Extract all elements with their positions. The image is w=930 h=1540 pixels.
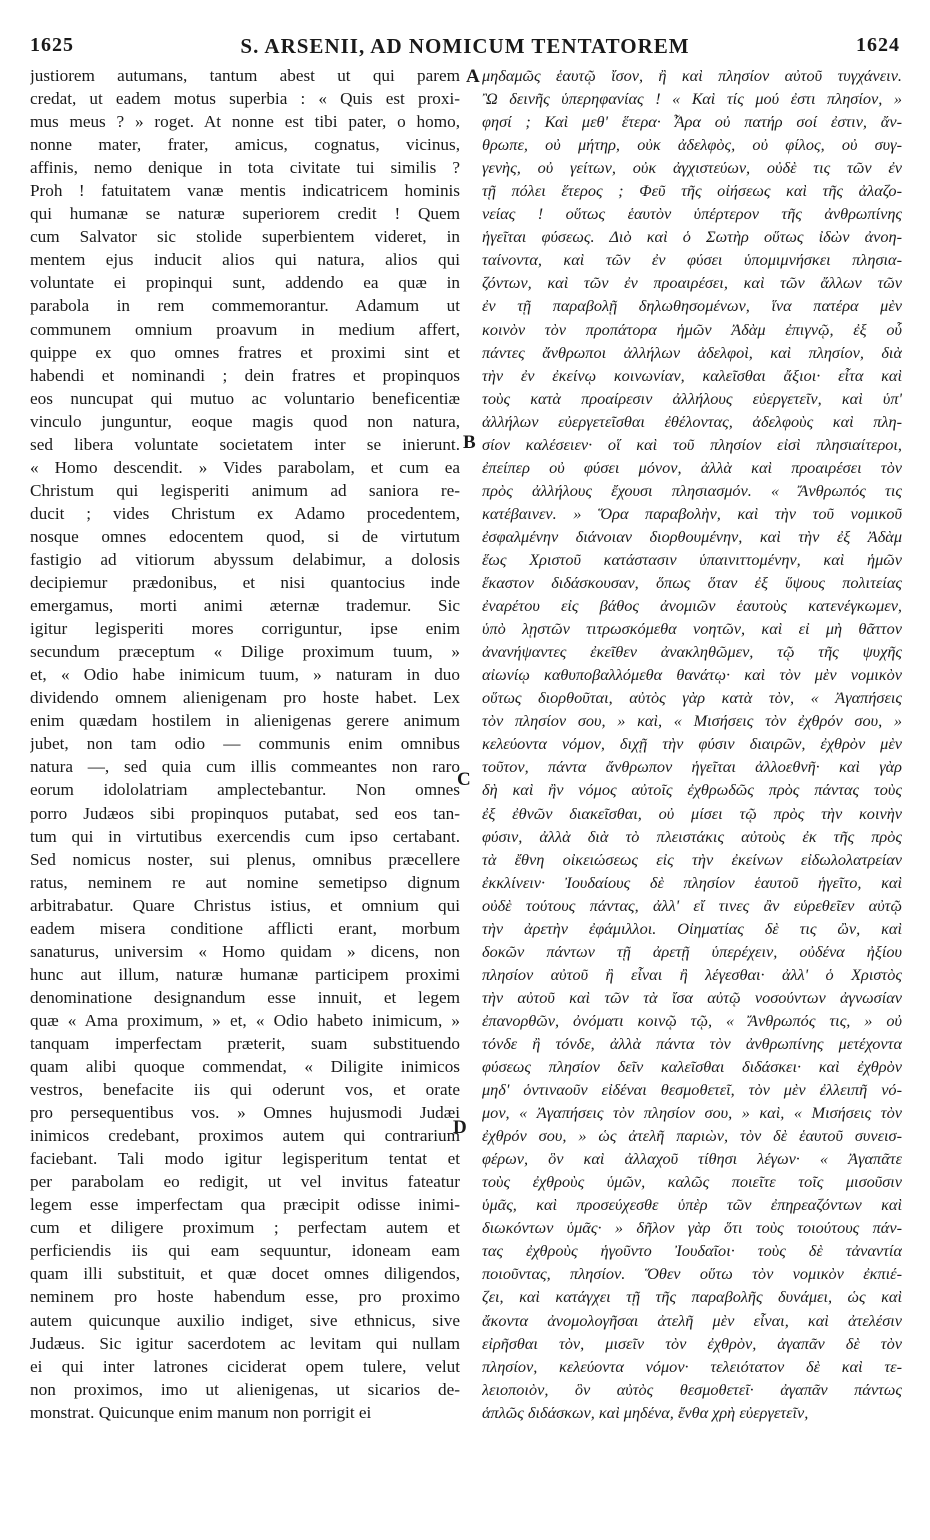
text-line: ταίνοντα, καὶ τῶν ἐν φύσει ὑπομιμνήσκει πλησια-	[482, 250, 902, 270]
text-line: igitur legisperiti mores corriguntur, ipse enim	[30, 619, 460, 639]
text-line: φύσεως πλησίον δεῖν καλεῖσθαι διδάσκει· καὶ ἐχθρὸν	[482, 1057, 902, 1077]
text-line: et, « Odio habe inimicum tuum, » naturam in duo	[30, 665, 460, 685]
text-line: tanquam imperfectam præterit, suam substituendo	[30, 1033, 460, 1053]
text-line: μον, « Ἀγαπήσεις τὸν πλησίον σου, » καὶ, « Μισήσεις τὸν	[482, 1103, 902, 1123]
text-line: ratus, neminem re aut nomine semetipso dignum	[30, 872, 460, 892]
text-line: hunc aut illum, naturæ humanæ participem proximi	[30, 964, 460, 984]
text-line: dividendo omnem alienigenam pro hoste habet. Lex	[30, 688, 460, 708]
text-line: δὴ καὶ ἢν νόμος αὐτοῖς ἐχθρωδῶς πρὸς πάντας τοὺς	[482, 780, 902, 800]
text-line: διωκόντων ὑμᾶς· » δῆλον γὰρ ὅτι τοὺς τοιούτους πάν-	[482, 1218, 902, 1238]
running-title: S. ARSENII, AD NOMICUM TENTATOREM	[240, 34, 690, 58]
text-line: ἐν τῇ παραβολῇ δηλωθησομένων, ἵνα πατέρα μὲν	[482, 296, 902, 316]
page-number-left: 1625	[30, 34, 74, 56]
text-line: nosque omnes edocentem quod, si de virtutum	[30, 526, 460, 546]
text-line: ἐναρέτου εἰς βάθος ἀνομιῶν ἑαυτοὺς κατενέγκωμεν,	[482, 596, 902, 616]
page-header	[30, 34, 900, 66]
text-line: ei qui inter latrones ciciderat opem tulere, velut	[30, 1356, 460, 1376]
text-line: voluntate ei propinqui sunt, addendo ea quæ in	[30, 273, 460, 293]
text-line: decipiemur prædonibus, et nisi quantocius inde	[30, 573, 460, 593]
text-line: monstrat. Quicunque enim manum non porrigit ei	[30, 1402, 372, 1422]
greek-column	[482, 64, 902, 1424]
text-line: νείας ! οὕτως ἑαυτὸν ὑπέρτερον τῆς ἀνθρωπίνης	[482, 204, 902, 224]
text-line: eadem misera conditione afflicti erant, morbum	[30, 918, 460, 938]
text-line: eorum idololatriam amplectebantur. Non omnes	[30, 780, 460, 800]
text-line: πλησίον, κελεύοντα νόμον· τελειότατον δὲ καὶ τε-	[482, 1356, 902, 1376]
text-line: ἡγεῖται φύσεως. Διὸ καὶ ὁ Σωτὴρ οὕτως ἰδὼν ἀνοη-	[482, 227, 902, 247]
text-line: arbitrabatur. Quare Christus istius, et omnium qui	[30, 895, 460, 915]
text-line: ἐσφαλμένην διάνοιαν διορθουμένην, καὶ τὴν ἐξ Ἀδὰμ	[482, 526, 902, 546]
text-line: enim quædam hostilem in alienigenas gerere animum	[30, 711, 460, 731]
text-line: ἐξ ἐθνῶν διακεῖσθαι, οὐ μίσει τῷ πρὸς τὴν κοινὴν	[482, 803, 902, 823]
text-line: ἁπλῶς διδάσκων, καὶ μηδένα, ἔνθα χρὴ εὐεργετεῖν,	[482, 1402, 809, 1422]
text-line: secundum præceptum « Dilige proximum tuum, »	[30, 642, 460, 662]
text-line: mentem ejus inducit alios qui natura, alios qui	[30, 250, 460, 270]
latin-column	[30, 64, 460, 1424]
text-line: Sed nomicus noster, sui plenus, omnibus præcellere	[30, 849, 460, 869]
text-line: τοὺς ἐχθροὺς ὑμῶν, καλῶς ποιεῖτε τοῖς μισοῦσιν	[482, 1172, 902, 1192]
text-line: δοκῶν πάντων τῇ ἀρετῇ ὑπερέχειν, οὐδένα ἠξίου	[482, 941, 902, 961]
text-line: ducit ; vides Christum ex Adamo procedentem,	[30, 503, 460, 523]
text-line: ἀλλήλων εὐεργετεῖσθαι ἐθέλοντας, ἀδελφοὺς καὶ πλη-	[482, 411, 902, 431]
text-line: τὴν ἐν ἐκείνῳ κοινωνίαν, καλεῖσθαι ἄξιοι· εἶτα καὶ	[482, 365, 902, 385]
text-line: πλησίον αὐτοῦ ἢ εἶναι ἢ λέγεσθαι· ἀλλ' ὁ Χριστὸς	[482, 964, 902, 984]
text-line: εἰρῆσθαι τὸν, μισεῖν τὸν ἐχθρὸν, ἀγαπᾶν δὲ τὸν	[482, 1333, 902, 1353]
page-number-right: 1624	[856, 34, 900, 56]
text-line: tum qui in virtutibus exercendis cum ipso certabant.	[30, 826, 460, 846]
text-line: habendi et nominandi ; dein fratres et propinquos	[30, 365, 460, 385]
text-line: credat, ut eadem motus superbia : « Quis est proxi-	[30, 89, 460, 109]
text-line: faciebant. Tali modo igitur legisperitum tentat et	[30, 1149, 460, 1169]
text-line: sed libera voluntate societatem inter se inierunt.	[30, 434, 460, 454]
margin-marker-c: C	[457, 769, 471, 790]
text-line: κελεύοντα νόμον, διχῇ τὴν φύσιν διαιρῶν, ἐχθρὸν μὲν	[482, 734, 902, 754]
text-line: τὸν πλησίον σου, » καὶ, « Μισήσεις τὸν ἐχθρόν σου, »	[482, 711, 902, 731]
text-line: quam alibi quoque commendat, « Diligite inimicos	[30, 1057, 460, 1077]
text-line: Ὢ δεινῆς ὑπερηφανίας ! « Καὶ τίς μού ἐστι πλησίον, »	[482, 89, 902, 109]
text-line: ζει, καὶ κατάγχει τῇ τῆς παραβολῆς δυνάμει, ὡς καὶ	[482, 1287, 902, 1307]
text-line: θρωπε, οὐ μήτηρ, οὐκ ἀδελφὸς, οὐ φίλος, οὐ συγ-	[482, 135, 902, 155]
text-line: ὑμᾶς, καὶ προσεύχεσθε ὑπὲρ τῶν ἐπηρεαζόντων καὶ	[482, 1195, 902, 1215]
text-line: quippe ex quo omnes fratres et proximi sint et	[30, 342, 460, 362]
text-line: ἐχθρόν σου, » ὡς ἀτελῆ παριὼν, τὸν δὲ ἑαυτοῦ συνεισ-	[482, 1126, 902, 1146]
text-line: ἄκοντα ἀνομολογῆσαι ἀτελῆ μὲν εἶναι, καὶ ἀτελέσιν	[482, 1310, 902, 1330]
text-line: porro Judæos sibi propinquos putabat, sed eos tan-	[30, 803, 460, 823]
text-line: τοὺς κατὰ προαίρεσιν ἀλλήλους εὐεργετεῖν, καὶ ὑπ'	[482, 388, 902, 408]
margin-marker-b: B	[463, 432, 476, 453]
text-line: denominatione designandum esse innuit, et legem	[30, 987, 460, 1007]
margin-marker-a: A	[466, 66, 480, 87]
text-line: « Homo descendit. » Vides parabolam, et cum ea	[30, 457, 460, 477]
text-line: perficiendis iis qui eam sequuntur, idoneam eam	[30, 1241, 460, 1261]
text-line: inimicos credebant, proximos autem qui contrarium	[30, 1126, 460, 1146]
text-line: neminem pro hoste habendum esse, pro proximo	[30, 1287, 460, 1307]
text-line: κοινὸν τὸν προπάτορα ἡμῶν Ἀδὰμ ἐπιγνῷ, ἐξ οὗ	[482, 319, 902, 339]
text-line: τὴν ἀρετὴν ἐφάμιλλοι. Οἰηματίας δὲ τις ὢν, καὶ	[482, 918, 902, 938]
text-line: οὐδὲ τούτους πάντας, ἀλλ' εἴ τινες ἂν εὑρεθεῖεν αὐτῷ	[482, 895, 902, 915]
text-line: ζόντων, καὶ τῶν ἐν προαιρέσει, καὶ τῶν ἄλλων τῶν	[482, 273, 902, 293]
text-line: parabola in rem commemorantur. Adamum ut	[30, 296, 460, 316]
text-line: πρὸς ἀλλήλους ἔχουσι πλησιασμόν. « Ἄνθρωπός τις	[482, 480, 902, 500]
text-line: τας ἐχθροὺς ἡγοῦντο Ἰουδαῖοι· τοὺς δὲ τἀναντία	[482, 1241, 902, 1261]
text-line: affinis, nemo denique in tota civitate tui similis ?	[30, 158, 460, 178]
text-line: legem esse imperfectam qua præcipit odisse inimi-	[30, 1195, 460, 1215]
text-line: fastigio ad vitiorum abyssum delabimur, a dolosis	[30, 549, 460, 569]
text-line: Judæus. Sic igitur sacerdotem ac levitam qui nullam	[30, 1333, 460, 1353]
text-line: eos nuncupat qui mutuo ac voluntario beneficentiæ	[30, 388, 460, 408]
text-line: ὑπὸ λῃστῶν τιτρωσκόμεθα νοητῶν, καὶ εἰ μὴ θᾶττον	[482, 619, 902, 639]
text-line: justiorem autumans, tantum abest ut qui parem	[30, 66, 460, 85]
margin-marker-d: D	[453, 1117, 467, 1138]
text-line: κατέβαινεν. » Ὅρα παραβολὴν, καὶ τὴν τοῦ νομικοῦ	[482, 503, 902, 523]
text-line: ἕως Χριστοῦ κατάστασιν ὑπαινιττομένην, καὶ ἡμῶν	[482, 549, 902, 569]
text-line: ποιοῦντας, πλησίον. Ὅθεν οὕτω τὸν νομικὸν ἐκπιέ-	[482, 1264, 902, 1284]
text-line: pro persequentibus vos. » Omnes hujusmodi Judæi	[30, 1103, 460, 1123]
text-line: vinculo junguntur, eoque magis quod non natura,	[30, 411, 460, 431]
text-line: φύσιν, ἀλλὰ διὰ τὸ πλειστάκις αὐτοὺς ἐκ τῆς πρὸς	[482, 826, 902, 846]
text-line: quam illi substituit, et quæ docet omnes diligendos,	[30, 1264, 460, 1284]
text-line: Christum qui legisperiti animum ad saniora re-	[30, 480, 460, 500]
text-line: natura —, sed quia cum illis commeantes non raro	[30, 757, 460, 777]
text-line: ἐκκλίνειν· Ἰουδαίους δὲ πλησίον ἑαυτοῦ ἡγεῖτο, καὶ	[482, 872, 902, 892]
text-line: οὕτως διορθοῦται, αὐτὸς γὰρ κατὰ τὸν, « Ἀγαπήσεις	[482, 688, 902, 708]
text-line: per parabolam eo redigit, ut vel invitus fateatur	[30, 1172, 460, 1192]
text-line: non proximos, imo ut alienigenas, ut sicarios de-	[30, 1379, 460, 1399]
text-line: ἀνανήψαντες ἐκεῖθεν ἀνακληθῶμεν, τῷ τῆς ψυχῆς	[482, 642, 902, 662]
text-line: quæ « Ama proximum, » et, « Odio habeto inimicum, »	[30, 1010, 460, 1030]
text-line: vestros, benefacite iis qui oderunt vos, et orate	[30, 1080, 460, 1100]
text-line: μηδ' ὁντιναοῦν εἰδέναι θεσμοθετεῖ, τὸν μὲν ἐλλειπῆ νό-	[482, 1080, 902, 1100]
text-line: Proh ! fatuitatem vanæ mentis indicatricem hominis	[30, 181, 460, 201]
text-line: cum Salvator sic stolide superbientem videret, in	[30, 227, 460, 247]
text-line: ἕκαστον διδάσκουσαν, ὅπως ὅταν ἐξ ὕψους πολιτείας	[482, 573, 902, 593]
text-line: sanaturus, universim « Homo quidam » dicens, non	[30, 941, 460, 961]
text-line: λειοποιὸν, ὃν αὐτὸς θεσμοθετεῖ· ἀγαπᾶν πάντως	[482, 1379, 902, 1399]
text-line: μηδαμῶς ἑαυτῷ ἴσον, ἢ καὶ πλησίον αὐτοῦ τυγχάνειν.	[482, 66, 902, 85]
text-line: cum et diligere proximum ; perfectam autem et	[30, 1218, 460, 1238]
text-line: αἰωνίῳ καθυποβαλλόμεθα θανάτῳ· καὶ τὸν μὲν νομικὸν	[482, 665, 902, 685]
text-line: τῇ πόλει ἕτερος ; Φεῦ τῆς οἰήσεως καὶ τῆς ἀλαζο-	[482, 181, 902, 201]
text-line: τὰ ἔθνη οἰκειώσεως εἰς τὴν ἐκείνων εἰδωλολατρείαν	[482, 849, 902, 869]
text-line: nonne mater, frater, amicus, cognatus, vicinus,	[30, 135, 460, 155]
text-line: τὴν αὐτοῦ καὶ τῶν τὰ ἴσα αὐτῷ νοσούντων ἀγνωσίαν	[482, 987, 902, 1007]
text-line: σίον καλέσειεν· οἵ καὶ τοῦ πλησίον εἰσὶ πλησιαίτεροι,	[482, 434, 902, 454]
text-line: mus meus ? » roget. At nonne est tibi pater, o homo,	[30, 112, 460, 132]
text-line: τοῦτον, πάντα ἄνθρωπον ἡγεῖται ἀλλοεθνῆ· καὶ γὰρ	[482, 757, 902, 777]
text-line: φησί ; Καὶ μεθ' ἕτερα· Ἆρα οὐ πατήρ σοί ἐστιν, ἄν-	[482, 112, 902, 132]
text-line: φέρων, ὃν καὶ ἀλλαχοῦ τίθησι λέγων· « Ἀγαπᾶτε	[482, 1149, 902, 1169]
text-line: communem omnium proavum in medium affert,	[30, 319, 460, 339]
text-line: πάντες ἄνθρωποι ἀλλήλων ἀδελφοὶ, καὶ πλησίον, διὰ	[482, 342, 902, 362]
text-line: γενὴς, οὐ γείτων, οὐκ ἀγχιστεύων, οὐδὲ τις τῶν ἐν	[482, 158, 902, 178]
text-line: ἐπείπερ οὐ φύσει μόνον, ἀλλὰ καὶ προαιρέσει τὸν	[482, 457, 902, 477]
text-line: emergamus, morti animi æternæ trademur. Sic	[30, 596, 460, 616]
text-line: qui humanæ se naturæ superiorem credit ! Quem	[30, 204, 460, 224]
text-line: autem quicunque auxilio indiget, sive ethnicus, sive	[30, 1310, 460, 1330]
text-line: ἐπανορθῶν, ὀνόματι κοινῷ τῷ, « Ἄνθρωπός τις, » οὐ	[482, 1010, 902, 1030]
text-line: jubet, non tam odio — communis enim omnibus	[30, 734, 460, 754]
text-line: τόνδε ἢ τόνδε, ἀλλὰ πάντα τὸν ἀνθρωπίνης μετέχοντα	[482, 1033, 902, 1053]
